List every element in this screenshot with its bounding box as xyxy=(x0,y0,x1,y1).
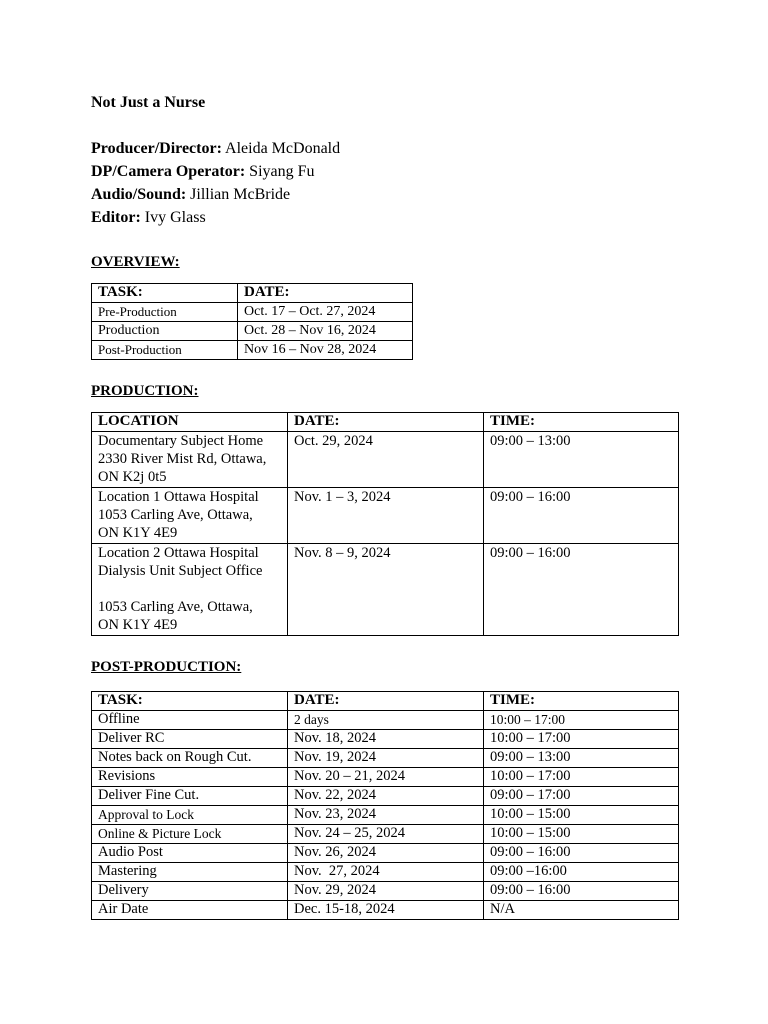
document-page xyxy=(91,93,691,920)
location-line: ON K1Y 4E9 xyxy=(98,617,178,633)
date-cell: Nov. 20 – 21, 2024 xyxy=(288,768,484,787)
table-row xyxy=(92,432,679,488)
location-line: 1053 Carling Ave, Ottawa, xyxy=(98,599,253,615)
table-row xyxy=(92,488,679,544)
production-table xyxy=(91,412,679,636)
date-cell: Oct. 29, 2024 xyxy=(288,432,484,488)
date-cell: Dec. 15-18, 2024 xyxy=(288,901,484,920)
location-line: 2330 River Mist Rd, Ottawa, xyxy=(98,451,267,467)
overview-table xyxy=(91,283,413,360)
location-line: Documentary Subject Home xyxy=(98,433,264,449)
credit-dp-camera xyxy=(91,160,691,183)
location-line: ON K1Y 4E9 xyxy=(98,525,178,541)
credit-name: Jillian McBride xyxy=(190,186,291,203)
credit-role: Audio/Sound: xyxy=(91,186,187,203)
credit-role: Producer/Director: xyxy=(91,140,222,157)
column-header-time: TIME: xyxy=(484,692,679,711)
time-cell: 10:00 – 17:00 xyxy=(484,711,679,730)
date-cell: Nov. 1 – 3, 2024 xyxy=(288,488,484,544)
task-cell: Delivery xyxy=(92,882,288,901)
table-row xyxy=(92,806,679,825)
date-cell: Nov. 24 – 25, 2024 xyxy=(288,825,484,844)
time-cell: 10:00 – 17:00 xyxy=(484,730,679,749)
time-cell: 09:00 –16:00 xyxy=(484,863,679,882)
date-cell: Nov. 8 – 9, 2024 xyxy=(288,544,484,636)
date-cell: Nov. 29, 2024 xyxy=(288,882,484,901)
location-line: Location 1 Ottawa Hospital xyxy=(98,489,259,505)
column-header-time: TIME: xyxy=(484,413,679,432)
table-row xyxy=(92,544,679,636)
table-row xyxy=(92,341,413,360)
task-cell: Pre-Production xyxy=(92,303,238,322)
credit-name: Aleida McDonald xyxy=(225,140,341,157)
column-header-task: TASK: xyxy=(92,692,288,711)
task-cell: Production xyxy=(92,322,238,341)
table-row xyxy=(92,901,679,920)
date-cell: Oct. 28 – Nov 16, 2024 xyxy=(238,322,413,341)
location-line: Dialysis Unit Subject Office xyxy=(98,563,263,579)
time-cell: 09:00 – 13:00 xyxy=(484,749,679,768)
table-row xyxy=(92,749,679,768)
credit-role: DP/Camera Operator: xyxy=(91,163,246,180)
table-row xyxy=(92,768,679,787)
task-cell: Approval to Lock xyxy=(92,806,288,825)
time-cell: 09:00 – 16:00 xyxy=(484,882,679,901)
credit-name: Siyang Fu xyxy=(249,163,315,180)
location-line: ON K2j 0t5 xyxy=(98,469,167,485)
time-cell: 10:00 – 17:00 xyxy=(484,768,679,787)
table-row xyxy=(92,303,413,322)
time-cell: 10:00 – 15:00 xyxy=(484,806,679,825)
task-cell: Notes back on Rough Cut. xyxy=(92,749,288,768)
date-cell: Nov 16 – Nov 28, 2024 xyxy=(238,341,413,360)
date-cell: Oct. 17 – Oct. 27, 2024 xyxy=(238,303,413,322)
time-cell: 09:00 – 16:00 xyxy=(484,844,679,863)
column-header-location: LOCATION xyxy=(92,413,288,432)
table-row xyxy=(92,844,679,863)
column-header-date: DATE: xyxy=(288,692,484,711)
table-row xyxy=(92,863,679,882)
table-row xyxy=(92,730,679,749)
table-row xyxy=(92,322,413,341)
task-cell: Post-Production xyxy=(92,341,238,360)
table-row xyxy=(92,825,679,844)
location-cell xyxy=(92,432,288,488)
task-cell: Mastering xyxy=(92,863,288,882)
location-spacer xyxy=(98,580,281,598)
time-cell: 09:00 – 13:00 xyxy=(484,432,679,488)
credit-editor xyxy=(91,206,691,229)
task-cell: Online & Picture Lock xyxy=(92,825,288,844)
task-cell: Audio Post xyxy=(92,844,288,863)
time-cell: 09:00 – 16:00 xyxy=(484,488,679,544)
location-cell xyxy=(92,488,288,544)
table-row xyxy=(92,882,679,901)
date-cell: Nov. 19, 2024 xyxy=(288,749,484,768)
date-cell: 2 days xyxy=(288,711,484,730)
table-header-row xyxy=(92,692,679,711)
time-cell: 09:00 – 17:00 xyxy=(484,787,679,806)
time-cell: N/A xyxy=(484,901,679,920)
credit-producer-director xyxy=(91,137,691,160)
task-cell: Offline xyxy=(92,711,288,730)
column-header-date: DATE: xyxy=(288,413,484,432)
time-cell: 10:00 – 15:00 xyxy=(484,825,679,844)
credit-name: Ivy Glass xyxy=(144,209,206,226)
column-header-task: TASK: xyxy=(92,284,238,303)
credit-role: Editor: xyxy=(91,209,141,226)
location-line: Location 2 Ottawa Hospital xyxy=(98,545,259,561)
overview-heading: OVERVIEW: xyxy=(91,254,180,270)
table-row xyxy=(92,787,679,806)
date-cell: Nov. 22, 2024 xyxy=(288,787,484,806)
location-line: 1053 Carling Ave, Ottawa, xyxy=(98,507,253,523)
credits-block xyxy=(91,137,691,229)
time-cell: 09:00 – 16:00 xyxy=(484,544,679,636)
date-cell: Nov. 27, 2024 xyxy=(288,863,484,882)
task-cell: Deliver Fine Cut. xyxy=(92,787,288,806)
task-cell: Air Date xyxy=(92,901,288,920)
table-header-row xyxy=(92,413,679,432)
table-row xyxy=(92,711,679,730)
column-header-date: DATE: xyxy=(238,284,413,303)
credit-audio-sound xyxy=(91,183,691,206)
document-title: Not Just a Nurse xyxy=(91,94,206,111)
date-cell: Nov. 18, 2024 xyxy=(288,730,484,749)
task-cell: Revisions xyxy=(92,768,288,787)
post-production-table xyxy=(91,691,679,920)
table-header-row xyxy=(92,284,413,303)
date-cell: Nov. 23, 2024 xyxy=(288,806,484,825)
location-cell xyxy=(92,544,288,636)
production-heading: PRODUCTION: xyxy=(91,383,199,399)
post-production-heading: POST-PRODUCTION: xyxy=(91,659,242,675)
task-cell: Deliver RC xyxy=(92,730,288,749)
date-cell: Nov. 26, 2024 xyxy=(288,844,484,863)
